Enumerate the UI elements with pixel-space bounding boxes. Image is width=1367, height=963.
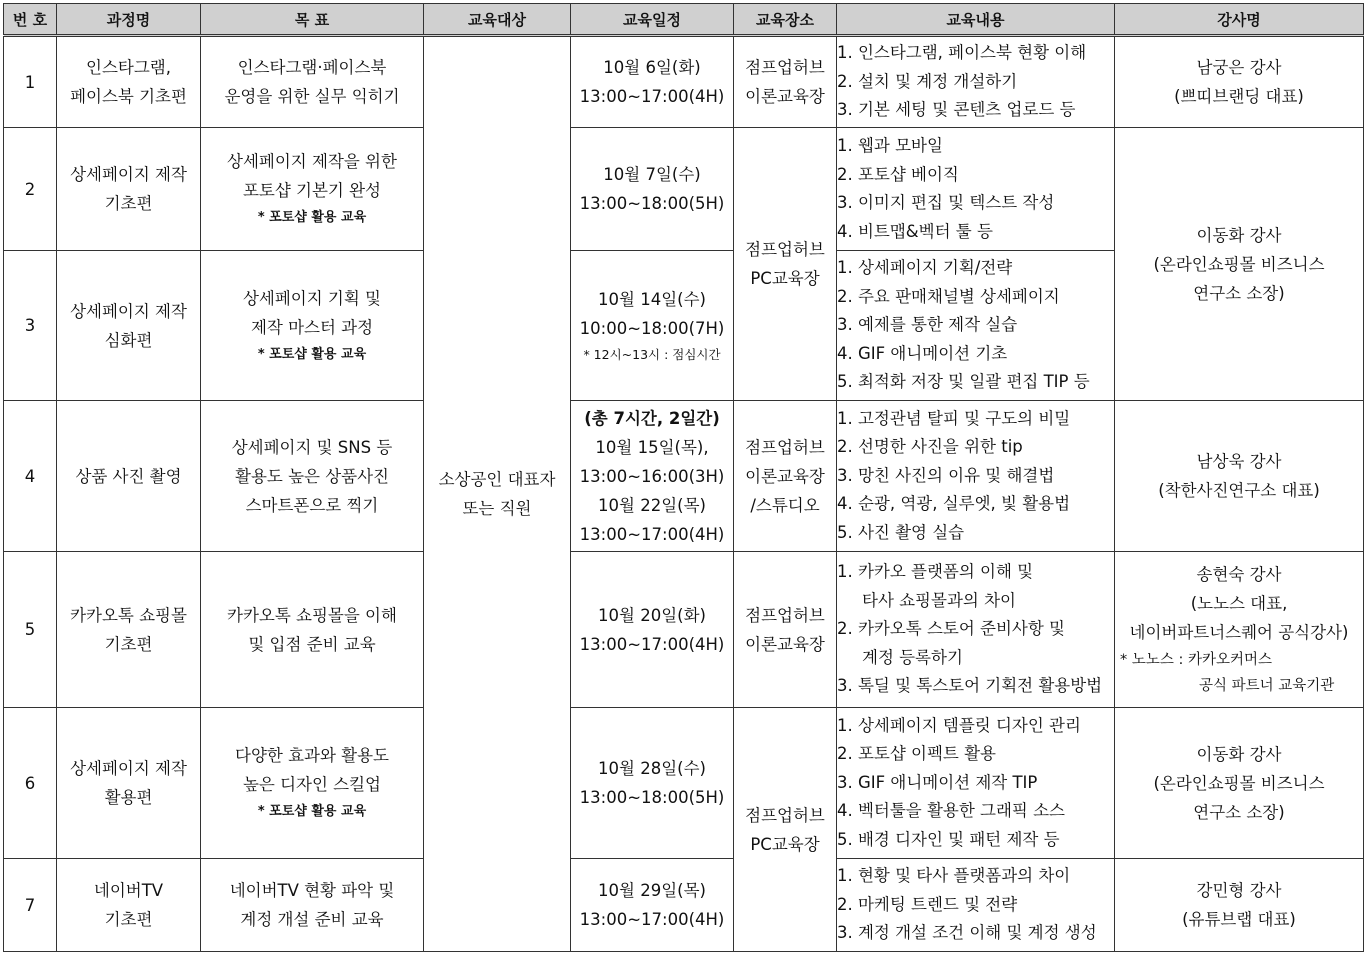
- place-cell: 점프업허브 이론교육장: [734, 552, 837, 708]
- instructor-cell: 남상욱 강사 (착한사진연구소 대표): [1115, 401, 1364, 552]
- photoshop-note: * 포토샵 활용 교육: [257, 210, 367, 225]
- content-cell: 1. 카카오 플랫폼의 이해 및 타사 쇼핑몰과의 차이 2. 카카오톡 스토어 준비사항 및 계정 등록하기 3. 톡딜 및 톡스토어 기획전 활용방법: [837, 552, 1115, 708]
- schedule-cell: 10월 28일(수) 13:00~18:00(5H): [571, 708, 734, 859]
- goal-cell: 인스타그램·페이스북 운영을 위한 실무 익히기: [201, 36, 424, 128]
- row-number: 3: [4, 251, 57, 401]
- instructor-note: * 노노스 : 카카오커머스: [1120, 652, 1273, 668]
- goal-cell: 상세페이지 기획 및 제작 마스터 과정 * 포토샵 활용 교육: [201, 251, 424, 401]
- row-number: 5: [4, 552, 57, 708]
- course-cell: 상세페이지 제작 기초편: [57, 128, 201, 251]
- header-goal: 목 표: [201, 4, 424, 36]
- instructor-cell: 송현숙 강사 (노노스 대표, 네이버파트너스퀘어 공식강사) * 노노스 : 카카오커머스 공식 파트너 교육기관: [1115, 552, 1364, 708]
- content-cell: 1. 현황 및 타사 플랫폼과의 차이 2. 마케팅 트렌드 및 전략 3. 계정 개설 조건 이해 및 계정 생성: [837, 859, 1115, 952]
- course-cell: 네이버TV 기초편: [57, 859, 201, 952]
- row-number: 4: [4, 401, 57, 552]
- course-cell: 상품 사진 촬영: [57, 401, 201, 552]
- goal-cell: 네이버TV 현황 파악 및 계정 개설 준비 교육: [201, 859, 424, 952]
- place-cell: 점프업허브 PC교육장: [734, 128, 837, 401]
- header-no: 번 호: [4, 4, 57, 36]
- table-row: [4, 36, 1364, 128]
- place-cell: 점프업허브 이론교육장 /스튜디오: [734, 401, 837, 552]
- target-cell: 소상공인 대표자 또는 직원: [424, 36, 571, 952]
- content-cell: 1. 인스타그램, 페이스북 현황 이해 2. 설치 및 계정 개설하기 3. 기본 세팅 및 콘텐츠 업로드 등: [837, 36, 1115, 128]
- schedule-cell: 10월 20일(화) 13:00~17:00(4H): [571, 552, 734, 708]
- instructor-cell: 이동화 강사 (온라인쇼핑몰 비즈니스 연구소 소장): [1115, 708, 1364, 859]
- goal-cell: 상세페이지 및 SNS 등 활용도 높은 상품사진 스마트폰으로 찍기: [201, 401, 424, 552]
- header-schedule: 교육일정: [571, 4, 734, 36]
- goal-cell: 다양한 효과와 활용도 높은 디자인 스킬업 * 포토샵 활용 교육: [201, 708, 424, 859]
- content-cell: 1. 웹과 모바일 2. 포토샵 베이직 3. 이미지 편집 및 텍스트 작성 4. 비트맵&벡터 툴 등: [837, 128, 1115, 251]
- schedule-cell: 10월 14일(수) 10:00~18:00(7H) * 12시~13시 : 점심시간: [571, 251, 734, 401]
- header-place: 교육장소: [734, 4, 837, 36]
- header-instructor: 강사명: [1115, 4, 1364, 36]
- place-cell: 점프업허브 이론교육장: [734, 36, 837, 128]
- education-schedule-table: [3, 3, 1364, 952]
- header-content: 교육내용: [837, 4, 1115, 36]
- photoshop-note: * 포토샵 활용 교육: [257, 346, 367, 362]
- instructor-note: 공식 파트너 교육기관: [1199, 678, 1335, 694]
- schedule-cell: (총 7시간, 2일간) 10월 15일(목), 13:00~16:00(3H) 10월 22일(목) 13:00~17:00(4H): [571, 401, 734, 552]
- course-cell: 카카오톡 쇼핑몰 기초편: [57, 552, 201, 708]
- course-cell: 상세페이지 제작 심화편: [57, 251, 201, 401]
- table-row: [4, 708, 1364, 859]
- table-row: [4, 401, 1364, 552]
- row-number: 6: [4, 708, 57, 859]
- row-number: 2: [4, 128, 57, 251]
- place-cell: 점프업허브 PC교육장: [734, 708, 837, 952]
- content-cell: 1. 상세페이지 기획/전략 2. 주요 판매채널별 상세페이지 3. 예제를 통한 제작 실습 4. GIF 애니메이션 기초 5. 최적화 저장 및 일괄 편집 TIP 등: [837, 251, 1115, 401]
- course-cell: 상세페이지 제작 활용편: [57, 708, 201, 859]
- schedule-cell: 10월 6일(화) 13:00~17:00(4H): [571, 36, 734, 128]
- schedule-total: (총 7시간, 2일간): [584, 408, 720, 428]
- photoshop-note: * 포토샵 활용 교육: [257, 804, 367, 819]
- row-number: 1: [4, 36, 57, 128]
- instructor-cell: 이동화 강사 (온라인쇼핑몰 비즈니스 연구소 소장): [1115, 128, 1364, 401]
- header-target: 교육대상: [424, 4, 571, 36]
- header-row: [4, 4, 1364, 36]
- schedule-cell: 10월 7일(수) 13:00~18:00(5H): [571, 128, 734, 251]
- table-row: [4, 128, 1364, 251]
- row-number: 7: [4, 859, 57, 952]
- schedule-cell: 10월 29일(목) 13:00~17:00(4H): [571, 859, 734, 952]
- table-row: [4, 859, 1364, 952]
- goal-cell: 상세페이지 제작을 위한 포토샵 기본기 완성 * 포토샵 활용 교육: [201, 128, 424, 251]
- content-cell: 1. 고정관념 탈피 및 구도의 비밀 2. 선명한 사진을 위한 tip 3. 망친 사진의 이유 및 해결법 4. 순광, 역광, 실루엣, 빛 활용법 5. 사진 촬영 실습: [837, 401, 1115, 552]
- header-course: 과정명: [57, 4, 201, 36]
- course-cell: 인스타그램, 페이스북 기초편: [57, 36, 201, 128]
- table-row: [4, 552, 1364, 708]
- goal-cell: 카카오톡 쇼핑몰을 이해 및 입점 준비 교육: [201, 552, 424, 708]
- instructor-cell: 남궁은 강사 (쁘띠브랜딩 대표): [1115, 36, 1364, 128]
- content-cell: 1. 상세페이지 템플릿 디자인 관리 2. 포토샵 이펙트 활용 3. GIF 애니메이션 제작 TIP 4. 벡터툴을 활용한 그래픽 소스 5. 배경 디자인 및 패턴 제작 등: [837, 708, 1115, 859]
- instructor-cell: 강민형 강사 (유튜브랩 대표): [1115, 859, 1364, 952]
- lunch-note: * 12시~13시 : 점심시간: [583, 346, 721, 362]
